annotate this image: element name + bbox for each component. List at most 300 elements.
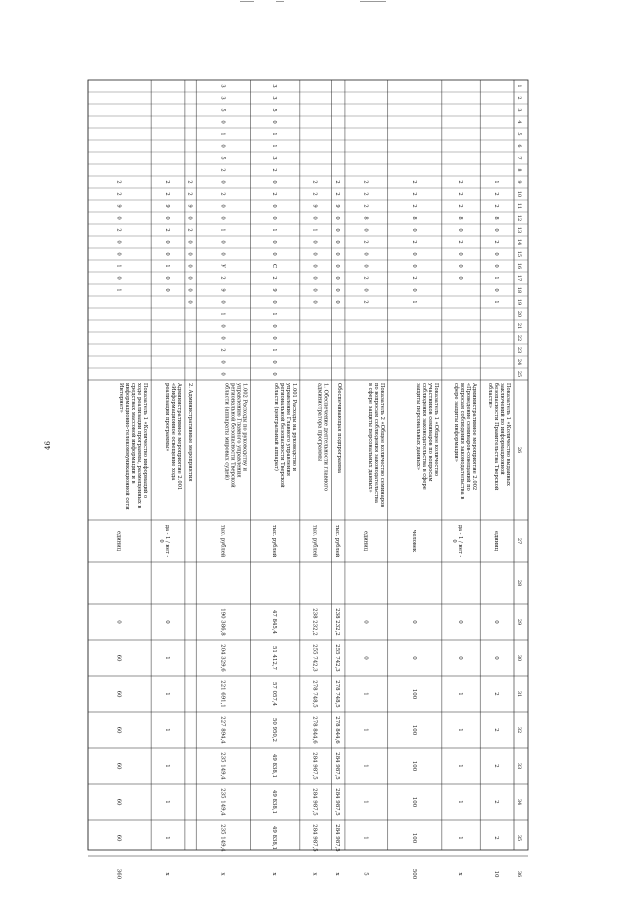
row-name-line: 1. Обеспечение деятельности главного: [322, 383, 329, 492]
code-digit: 1: [493, 180, 500, 184]
code-digit: 0: [457, 264, 464, 268]
code-digit: 0: [271, 180, 278, 184]
code-digit: 2: [271, 276, 278, 280]
row-value: 235 149,4: [219, 752, 226, 780]
code-digit: 0: [186, 276, 193, 280]
row-value: 2: [493, 764, 500, 768]
row-value: 60: [115, 654, 122, 662]
code-digit: 2: [164, 180, 171, 184]
code-digit: 1: [115, 288, 122, 292]
row-value: 235 149,4: [219, 788, 226, 816]
row-value: 221 691,1: [219, 680, 226, 708]
column-number: 20: [516, 310, 522, 318]
row-value: 1: [362, 764, 369, 768]
row-value: 47 845,4: [271, 609, 278, 635]
row-value: 0: [457, 620, 464, 624]
code-digit: 3: [219, 96, 226, 100]
code-digit: 2: [334, 180, 341, 184]
column-number: 27: [516, 537, 522, 545]
row-name-line: региональной безопасности Тверской: [278, 383, 285, 488]
row-name-line: Обеспечивающая подпрограмма: [335, 383, 342, 474]
row-unit: да - 1 / нет -: [457, 524, 464, 558]
code-digit: 2: [362, 276, 369, 280]
column-number: 36: [516, 870, 522, 878]
code-digit: 0: [115, 240, 122, 244]
code-digit: 5: [219, 108, 226, 112]
program-indicators-table: [88, 80, 528, 905]
code-digit: 1: [219, 312, 226, 316]
row-name-line: региональной безопасности Тверской: [229, 383, 236, 488]
code-digit: 0: [410, 228, 417, 232]
code-digit: 2: [115, 192, 122, 196]
code-digit: 9: [186, 204, 193, 208]
code-digit: 2: [311, 192, 318, 196]
column-number: 29: [516, 618, 522, 626]
row-value: 284 987,5: [334, 788, 341, 816]
code-digit: 2: [164, 192, 171, 196]
row-value: 284 987,5: [334, 824, 341, 852]
code-digit: 0: [311, 276, 318, 280]
row-value: 278 844,6: [311, 716, 318, 744]
code-digit: 0: [219, 336, 226, 340]
column-number: 16: [516, 262, 522, 270]
row-value: 0: [457, 656, 464, 660]
row-unit: единиц: [493, 531, 500, 551]
column-number: 15: [516, 250, 522, 258]
column-number: 28: [516, 579, 522, 587]
code-digit: 2: [362, 192, 369, 196]
column-number: 22: [516, 334, 522, 342]
code-digit: 9: [334, 204, 341, 208]
code-digit: 0: [493, 228, 500, 232]
row-value: 255 742,3: [334, 644, 341, 672]
column-number: 1: [516, 84, 522, 88]
row-value: 1: [362, 728, 369, 732]
row-name-line: управлению Главного управления: [235, 383, 242, 478]
column-number: 3: [516, 108, 522, 112]
code-digit: 0: [271, 240, 278, 244]
code-digit: 0: [164, 240, 171, 244]
row-value: 284 987,5: [311, 824, 318, 852]
code-digit: 0: [219, 180, 226, 184]
column-number: 5: [516, 132, 522, 136]
column-number: 2: [516, 96, 522, 100]
code-digit: 0: [186, 300, 193, 304]
code-digit: 1: [493, 300, 500, 304]
row-name-line: области (центральный аппарат): [272, 383, 279, 471]
row-name-line: соблюдения законодательства в сфере: [420, 383, 427, 490]
code-digit: 0: [334, 252, 341, 256]
code-digit: С: [271, 264, 278, 268]
code-digit: 0: [410, 264, 417, 268]
column-number: 26: [516, 446, 522, 454]
row-unit: тыс. рублей: [219, 524, 226, 558]
row-value: 284 987,5: [311, 788, 318, 816]
row-value: 10: [493, 870, 500, 878]
code-digit: 2: [362, 240, 369, 244]
row-value: х: [457, 872, 464, 876]
column-number: 21: [516, 322, 522, 330]
row-unit: 0: [451, 539, 458, 543]
column-number: 14: [516, 238, 522, 246]
row-value: 190 386,8: [219, 608, 226, 636]
row-value: 1: [164, 692, 171, 696]
row-value: 1: [164, 800, 171, 804]
row-value: 1: [362, 800, 369, 804]
row-name-line: заключений по информационной: [499, 383, 505, 475]
code-digit: 0: [219, 360, 226, 364]
code-digit: 0: [334, 228, 341, 232]
row-value: 235 149,4: [219, 824, 226, 852]
row-value: 204 329,6: [219, 644, 226, 672]
code-digit: 0: [186, 240, 193, 244]
row-name-line: участников семинаров по вопросам: [426, 383, 433, 482]
code-digit: 0: [271, 204, 278, 208]
row-name-line: 1.002 Расходы по руководству и: [241, 383, 248, 472]
column-number: 17: [516, 274, 522, 282]
column-number: 12: [516, 214, 522, 222]
row-name-line: Показатель 1 «Количество информаций о: [142, 383, 149, 499]
row-value: 255 742,3: [311, 644, 318, 672]
column-number: 32: [516, 726, 522, 734]
code-digit: 2: [219, 276, 226, 280]
row-value: 49 838,1: [271, 753, 278, 779]
code-digit: 1: [219, 132, 226, 136]
code-digit: 0: [219, 324, 226, 328]
row-name-line: безопасности Правительства Тверской: [493, 383, 499, 491]
row-value: 278 748,5: [334, 680, 341, 708]
code-digit: 2: [186, 180, 193, 184]
row-name-line: средствах массовой информации и в: [130, 383, 137, 484]
row-name-line: вопросам соблюдения законодательства в: [459, 383, 466, 500]
code-digit: 0: [334, 240, 341, 244]
row-name-line: Показатель 2 «Общее количество семинаров: [378, 383, 385, 508]
row-value: 50 950,2: [271, 717, 278, 743]
code-digit: 0: [311, 216, 318, 220]
code-digit: 3: [219, 84, 226, 88]
row-value: 60: [115, 762, 122, 770]
code-digit: 0: [271, 300, 278, 304]
column-number: 10: [516, 190, 522, 198]
code-digit: 3: [271, 84, 278, 88]
row-name-line: реализации программы»: [163, 383, 170, 452]
code-digit: 0: [457, 228, 464, 232]
row-value: 0: [410, 656, 417, 660]
column-number: 11: [516, 202, 522, 210]
code-digit: 2: [457, 192, 464, 196]
code-digit: 1: [271, 348, 278, 352]
code-digit: 8: [362, 216, 369, 220]
code-digit: 2: [186, 192, 193, 196]
code-digit: 0: [219, 372, 226, 376]
code-digit: 1: [271, 228, 278, 232]
row-value: х: [219, 872, 226, 876]
row-value: 57 057,4: [271, 681, 278, 707]
row-value: 1: [457, 692, 464, 696]
row-value: 1: [457, 728, 464, 732]
row-value: 51 412,7: [271, 645, 278, 671]
row-value: 278 748,5: [311, 680, 318, 708]
code-digit: 0: [410, 288, 417, 292]
column-number: 19: [516, 298, 522, 306]
code-digit: 3: [271, 156, 278, 160]
row-value: х: [164, 872, 171, 876]
code-digit: 5: [271, 108, 278, 112]
code-digit: 2: [410, 240, 417, 244]
code-digit: 0: [311, 288, 318, 292]
code-digit: 0: [457, 252, 464, 256]
column-number: 30: [516, 654, 522, 662]
code-digit: 9: [271, 288, 278, 292]
row-value: 2: [493, 728, 500, 732]
row-unit: тыс. рублей: [334, 524, 341, 558]
code-digit: 2: [410, 180, 417, 184]
code-digit: 0: [311, 300, 318, 304]
code-digit: 0: [334, 264, 341, 268]
column-number: 33: [516, 762, 522, 770]
code-digit: 2: [493, 240, 500, 244]
code-digit: 8: [493, 216, 500, 220]
code-digit: 2: [115, 180, 122, 184]
code-digit: 3: [271, 96, 278, 100]
code-digit: 2: [219, 348, 226, 352]
column-number: 35: [516, 834, 522, 842]
row-name-line: защиты персональных данных»: [414, 383, 421, 470]
code-digit: 0: [362, 288, 369, 292]
code-digit: 2: [219, 168, 226, 172]
row-value: 100: [410, 724, 417, 736]
code-digit: 0: [493, 264, 500, 268]
row-value: 100: [410, 760, 417, 772]
code-digit: 8: [410, 216, 417, 220]
code-digit: 9: [219, 288, 226, 292]
code-digit: 0: [362, 252, 369, 256]
row-value: 0: [164, 620, 171, 624]
row-name-line: области (аппараты мировых судей): [223, 383, 230, 480]
row-value: 1: [362, 836, 369, 840]
code-digit: 2: [362, 204, 369, 208]
row-value: 284 987,5: [334, 752, 341, 780]
code-digit: 0: [219, 300, 226, 304]
row-unit: единиц: [362, 531, 369, 551]
code-digit: 2: [311, 180, 318, 184]
row-value: 1: [457, 800, 464, 804]
row-value: 100: [410, 832, 417, 844]
row-name-line: Административное мероприятие 2.002: [471, 383, 478, 491]
code-digit: 2: [271, 192, 278, 196]
row-value: 238 232,2: [311, 608, 318, 636]
code-digit: 1: [493, 276, 500, 280]
code-digit: 0: [271, 216, 278, 220]
code-digit: 1: [219, 228, 226, 232]
code-digit: 2: [493, 192, 500, 196]
code-digit: 0: [164, 252, 171, 256]
row-value: 49 838,1: [271, 789, 278, 815]
column-number: 18: [516, 286, 522, 294]
row-name-line: в сфере защиты персональных данных»: [366, 383, 373, 493]
code-digit: 1: [271, 144, 278, 148]
code-digit: 0: [219, 252, 226, 256]
row-name-line: ходе реализации программы, размещенных в: [136, 383, 143, 509]
row-name-line: Показатель 1 «Количество выданных: [505, 383, 511, 486]
code-digit: 0: [115, 216, 122, 220]
row-value: х: [271, 872, 278, 876]
row-unit: единиц: [115, 531, 122, 551]
row-name-line: управление Главного управления: [284, 383, 291, 477]
code-digit: 1: [311, 228, 318, 232]
code-digit: 2: [493, 204, 500, 208]
code-digit: 2: [186, 228, 193, 232]
code-digit: 9: [164, 204, 171, 208]
code-digit: 2: [457, 240, 464, 244]
code-digit: 2: [334, 192, 341, 196]
row-value: 284 987,5: [311, 752, 318, 780]
code-digit: 2: [362, 180, 369, 184]
code-digit: 0: [164, 288, 171, 292]
column-number: 8: [516, 168, 522, 172]
code-digit: 0: [493, 288, 500, 292]
column-number: 7: [516, 156, 522, 160]
row-name-line: 2. Административные мероприятия: [187, 383, 194, 482]
code-digit: 9: [115, 204, 122, 208]
code-digit: 0: [362, 264, 369, 268]
column-number: 23: [516, 346, 522, 354]
code-digit: 0: [115, 252, 122, 256]
code-digit: 0: [219, 216, 226, 220]
code-digit: 0: [271, 252, 278, 256]
row-value: 5: [362, 872, 369, 876]
row-unit: 0: [158, 539, 165, 543]
row-value: 60: [115, 834, 122, 842]
code-digit: 2: [164, 228, 171, 232]
code-digit: 0: [186, 252, 193, 256]
row-value: 2: [493, 836, 500, 840]
row-value: 60: [115, 726, 122, 734]
code-digit: 2: [410, 192, 417, 196]
row-value: 0: [410, 620, 417, 624]
row-name-line: Административное мероприятие 2.001: [175, 383, 182, 491]
code-digit: 9: [311, 204, 318, 208]
row-value: 238 232,2: [334, 608, 341, 636]
code-digit: 0: [219, 144, 226, 148]
code-digit: 1: [164, 264, 171, 268]
code-digit: 2: [115, 228, 122, 232]
code-digit: У: [219, 264, 226, 268]
row-value: 278 844,6: [334, 716, 341, 744]
code-digit: 0: [334, 216, 341, 220]
code-digit: 0: [334, 300, 341, 304]
row-value: 100: [410, 688, 417, 700]
page-number: 46: [44, 441, 52, 450]
row-value: х: [311, 872, 318, 876]
row-value: 1: [457, 836, 464, 840]
row-name-line: администратора программы: [316, 383, 323, 462]
code-digit: 0: [311, 240, 318, 244]
code-digit: 0: [271, 336, 278, 340]
row-value: х: [334, 872, 341, 876]
code-digit: 0: [410, 252, 417, 256]
code-digit: 2: [457, 204, 464, 208]
row-unit: тыс. рублей: [311, 524, 318, 558]
row-value: 1: [164, 764, 171, 768]
code-digit: 0: [311, 252, 318, 256]
column-number: 31: [516, 690, 522, 698]
row-value: 360: [115, 868, 122, 880]
column-number: 34: [516, 798, 522, 806]
column-number: 25: [516, 370, 522, 378]
code-digit: 0: [164, 216, 171, 220]
row-unit: тыс. рублей: [271, 524, 278, 558]
code-digit: 0: [457, 276, 464, 280]
code-digit: 0: [186, 264, 193, 268]
code-digit: 0: [186, 216, 193, 220]
column-number: 9: [516, 180, 522, 184]
row-unit: человек: [410, 529, 417, 553]
code-digit: 1: [410, 300, 417, 304]
code-digit: 1: [271, 312, 278, 316]
row-unit: да - 1 / нет -: [164, 524, 171, 558]
column-number: 4: [516, 120, 522, 124]
row-value: 1: [362, 692, 369, 696]
row-value: 0: [493, 620, 500, 624]
code-digit: 0: [186, 288, 193, 292]
code-digit: 0: [311, 264, 318, 268]
row-name-line: области»: [487, 383, 493, 409]
code-digit: 0: [334, 276, 341, 280]
row-name-line: информационно-телекоммуникационной сети: [124, 383, 131, 510]
code-digit: 0: [115, 276, 122, 280]
row-name-line: «Информационное освещение хода: [169, 383, 176, 481]
row-value: 1: [164, 836, 171, 840]
code-digit: 2: [410, 276, 417, 280]
code-digit: 0: [219, 120, 226, 124]
code-digit: 0: [493, 252, 500, 256]
code-digit: 0: [219, 204, 226, 208]
code-digit: 0: [164, 276, 171, 280]
row-value: 2: [493, 692, 500, 696]
code-digit: 2: [271, 168, 278, 172]
code-digit: 0: [334, 288, 341, 292]
column-number: 6: [516, 144, 522, 148]
code-digit: 2: [219, 192, 226, 196]
row-value: 60: [115, 798, 122, 806]
code-digit: 0: [271, 372, 278, 376]
row-name-line: 1.001 Расходы на руководство и: [290, 383, 297, 472]
row-value: 1: [164, 656, 171, 660]
code-digit: 1: [271, 132, 278, 136]
column-number: 13: [516, 226, 522, 234]
row-value: 0: [362, 656, 369, 660]
code-digit: 0: [219, 240, 226, 244]
row-name-line: Интернет»: [118, 383, 125, 413]
code-digit: 0: [271, 360, 278, 364]
row-value: 60: [115, 690, 122, 698]
row-name-line: «Проведение семинаров-совещаний по: [465, 383, 472, 491]
code-digit: 1: [115, 264, 122, 268]
row-value: 0: [115, 620, 122, 624]
code-digit: 0: [362, 228, 369, 232]
code-digit: 5: [219, 156, 226, 160]
row-value: 1: [164, 728, 171, 732]
row-value: 1: [457, 764, 464, 768]
code-digit: 2: [410, 204, 417, 208]
row-name-line: по вопросам соблюдения законодательства: [372, 383, 379, 503]
code-digit: 2: [457, 180, 464, 184]
row-name-line: сфере защиты информации»: [453, 383, 460, 462]
row-value: 500: [410, 868, 417, 880]
code-digit: 0: [271, 120, 278, 124]
row-name-line: Показатель 1 «Общее количество: [432, 383, 439, 477]
